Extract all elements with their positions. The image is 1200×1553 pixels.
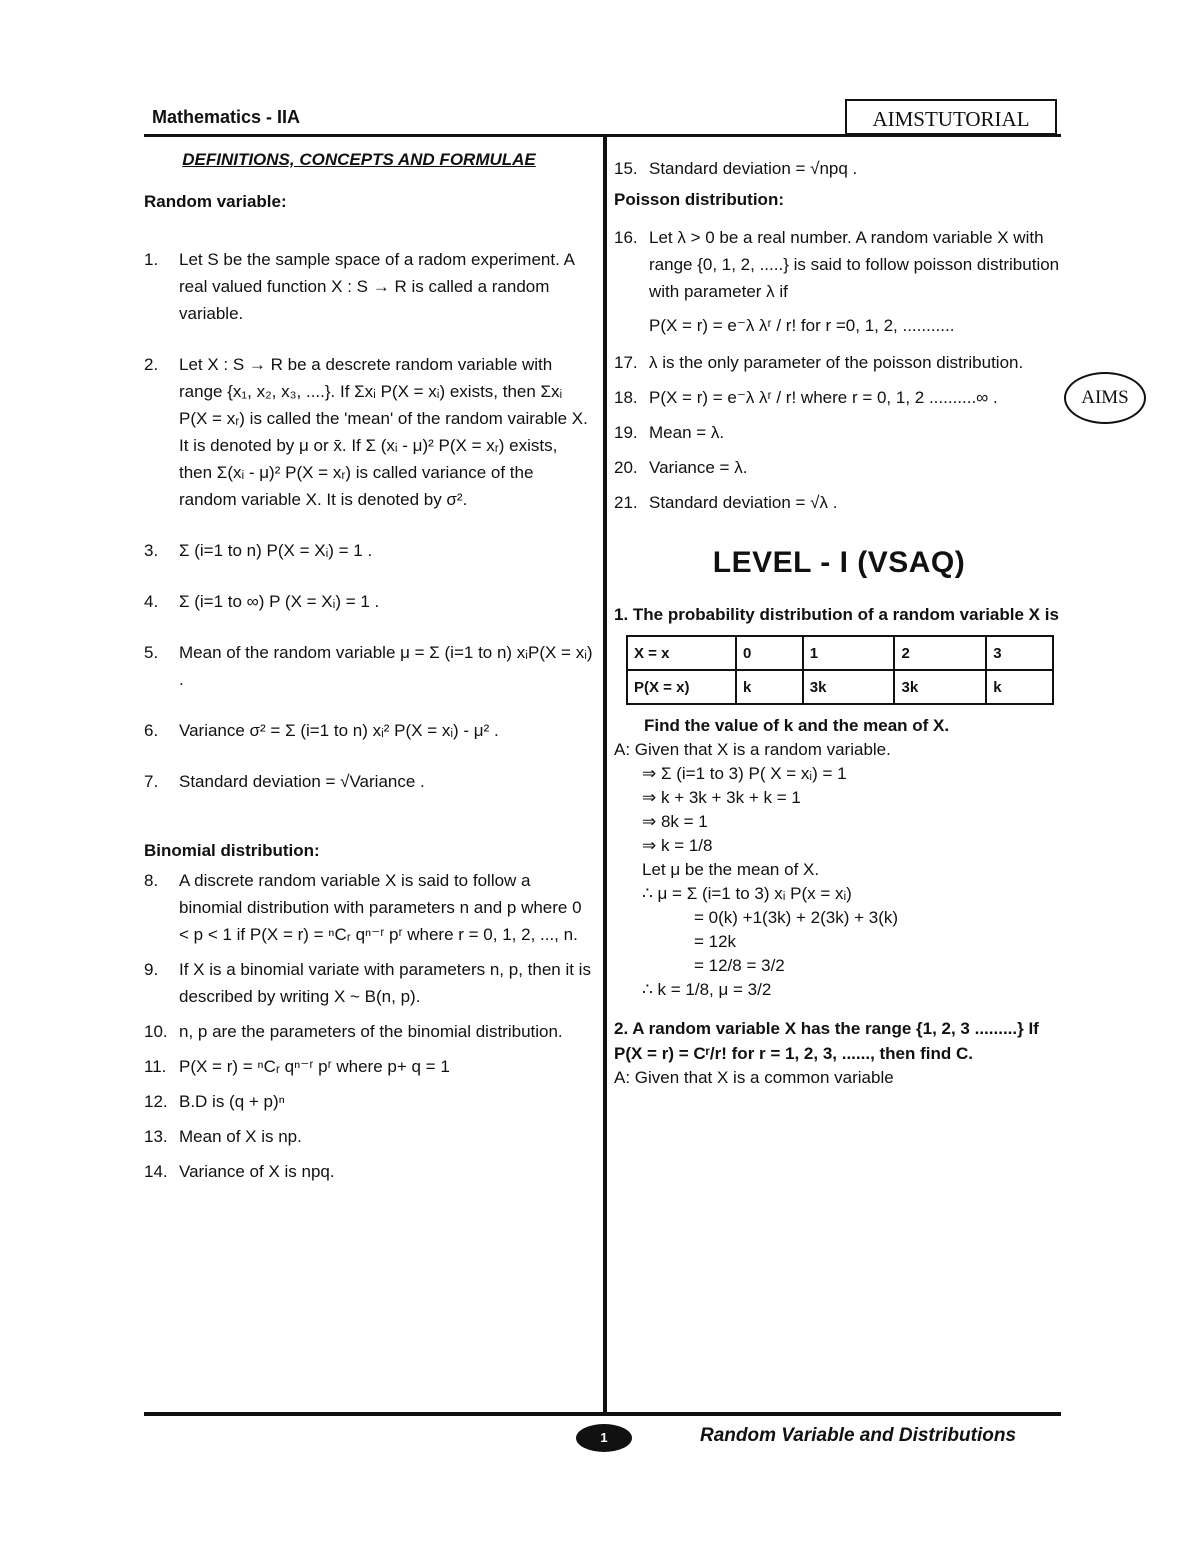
binomial-heading: Binomial distribution: <box>144 841 320 860</box>
question-1-ask: Find the value of k and the mean of X. <box>644 716 950 735</box>
list-item: 3. Σ (i=1 to n) P(X = Xᵢ) = 1 . <box>144 541 373 560</box>
table-row <box>627 636 1053 670</box>
list-item: 5. Mean of the random variable μ = Σ (i=1 to n) xᵢP(X = xᵢ) . <box>144 643 593 689</box>
question-2: 2. A random variable X has the range {1, 2, 3 .........} If P(X = r) = Cʳ/r! for r = 1, 2, 3, ......, then find C. <box>614 1019 1039 1063</box>
poisson-heading: Poisson distribution: <box>614 190 785 209</box>
list-item: 4. Σ (i=1 to ∞) P (X = Xᵢ) = 1 . <box>144 592 380 611</box>
list-item: 14. Variance of X is npq. <box>144 1162 335 1181</box>
list-item: 17. λ is the only parameter of the poisson distribution. <box>614 353 1024 372</box>
list-item: 12. B.D is (q + p)ⁿ <box>144 1092 285 1111</box>
answer-line: ⇒ Σ (i=1 to 3) P( X = xᵢ) = 1 <box>642 764 847 783</box>
item-15: 15. Standard deviation = √npq . <box>614 159 858 178</box>
level-title: LEVEL - I (VSAQ) <box>712 546 966 579</box>
list-item: 11. P(X = r) = ⁿCᵣ qⁿ⁻ʳ pʳ where p+ q = 1 <box>144 1057 450 1076</box>
brand-box: AIMSTUTORIAL <box>845 99 1057 135</box>
list-item: 2. Let X : S → R be a descrete random variable with range {x₁, x₂, x₃, ....}. If Σxᵢ P(X = xᵢ) exists, then Σxᵢ P(X = xᵣ) is called the 'mean' of the random vairable X. It is denoted by μ or x̄. If Σ (xᵢ - μ)² P(X = xᵣ) exists, then Σ(xᵢ - μ)² P(X = xᵣ) is called variance of the random variable X. It is denoted by σ². <box>144 355 588 509</box>
bottom-rule <box>144 1412 1061 1416</box>
list-item: 6. Variance σ² = Σ (i=1 to n) xᵢ² P(X = xᵢ) - μ² . <box>144 721 499 740</box>
answer-line: = 12k <box>694 932 737 951</box>
right-column <box>614 155 1064 1090</box>
table-cell: 3 <box>986 636 1053 670</box>
answer-line: A: Given that X is a random variable. <box>614 740 891 759</box>
list-item: 21. Standard deviation = √λ . <box>614 493 838 512</box>
answer-line: Let μ be the mean of X. <box>642 860 820 879</box>
footer-title: Random Variable and Distributions <box>700 1425 1017 1446</box>
aims-stamp: AIMS <box>1064 372 1146 424</box>
table-cell: 1 <box>803 636 895 670</box>
list-item: 10. n, p are the parameters of the binomial distribution. <box>144 1022 563 1041</box>
left-column <box>144 150 594 1193</box>
list-item: 19. Mean = λ. <box>614 423 725 442</box>
table-cell: 3k <box>803 670 895 704</box>
answer-line: = 12/8 = 3/2 <box>694 956 785 975</box>
column-divider <box>603 136 607 1413</box>
section-title: DEFINITIONS, CONCEPTS AND FORMULAE <box>182 150 536 169</box>
list-item: 7. Standard deviation = √Variance . <box>144 772 425 791</box>
list-item: 9. If X is a binomial variate with parameters n, p, then it is described by writing X ~ B(n, p). <box>144 960 591 1006</box>
answer-line: ⇒ k + 3k + 3k + k = 1 <box>642 788 801 807</box>
probability-table <box>626 635 1054 705</box>
list-item: 20. Variance = λ. <box>614 458 748 477</box>
poisson-formula: P(X = r) = e⁻λ λʳ / r! for r =0, 1, 2, ........... <box>649 316 955 335</box>
answer-line: ⇒ 8k = 1 <box>642 812 708 831</box>
answer-line: ∴ μ = Σ (i=1 to 3) xᵢ P(x = xᵢ) <box>642 884 852 903</box>
list-item: 1. Let S be the sample space of a radom experiment. A real valued function X : S → R is called a random variable. <box>144 250 575 323</box>
table-cell: P(X = x) <box>627 670 736 704</box>
answer-line: = 0(k) +1(3k) + 2(3k) + 3(k) <box>694 908 899 927</box>
question-1: 1. The probability distribution of a random variable X is <box>614 605 1059 624</box>
table-cell: 3k <box>894 670 986 704</box>
answer-line: ∴ k = 1/8, μ = 3/2 <box>642 980 772 999</box>
list-item: 18. P(X = r) = e⁻λ λʳ / r! where r = 0, 1, 2 ..........∞ . <box>614 388 998 407</box>
list-item: 13. Mean of X is np. <box>144 1127 302 1146</box>
page-number: 1 <box>576 1424 632 1452</box>
answer-line: ⇒ k = 1/8 <box>642 836 713 855</box>
table-cell: 0 <box>736 636 803 670</box>
item-16: 16. Let λ > 0 be a real number. A random variable X with range {0, 1, 2, .....} is said to follow poisson distribution with parameter λ if <box>614 228 1060 301</box>
list-item: 8. A discrete random variable X is said to follow a binomial distribution with parameters n and p where 0 < p < 1 if P(X = r) = ⁿCᵣ qⁿ⁻ʳ pʳ where r = 0, 1, 2, ..., n. <box>144 871 582 944</box>
table-cell: X = x <box>627 636 736 670</box>
table-cell: 2 <box>894 636 986 670</box>
random-variable-heading: Random variable: <box>144 192 287 211</box>
table-row <box>627 670 1053 704</box>
table-cell: k <box>736 670 803 704</box>
subject-title: Mathematics - IIA <box>152 107 301 127</box>
table-cell: k <box>986 670 1053 704</box>
answer-2: A: Given that X is a common variable <box>614 1068 894 1087</box>
